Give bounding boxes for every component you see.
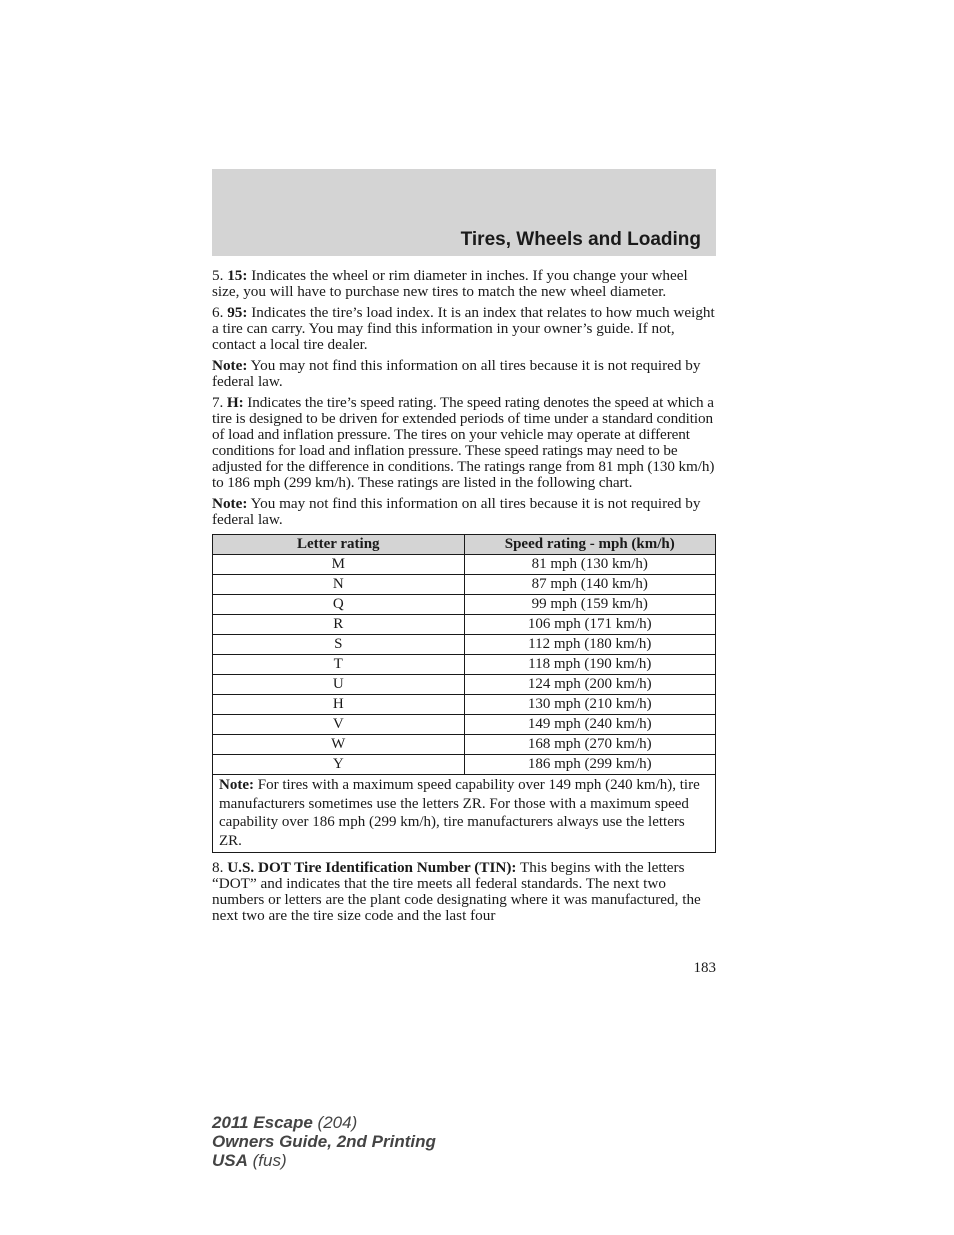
- footer-line-2: [212, 1132, 436, 1151]
- table-row: [213, 755, 716, 775]
- table-note: [213, 775, 716, 853]
- letter-cell: M: [213, 555, 465, 575]
- item-text: Indicates the tire’s speed rating. The speed rating denotes the speed at which a tire is designed to be driven for extended periods of time under a standard condition of load and inflation pressure. The tires on your vehicle may operate at different conditions for load and inflation pressure. These speed ratings may need to be adjusted for the difference in conditions. The ratings range from 81 mph (130 km/h) to 186 mph (299 km/h). These ratings are listed in the following chart.: [212, 394, 715, 491]
- letter-cell: S: [213, 635, 465, 655]
- item-label: H:: [226, 394, 244, 411]
- speed-cell: 106 mph (171 km/h): [464, 615, 716, 635]
- table-row: [213, 735, 716, 755]
- table-row: [213, 655, 716, 675]
- footer-line-3: [212, 1151, 436, 1170]
- note-1: [212, 358, 716, 390]
- speed-cell: 149 mph (240 km/h): [464, 715, 716, 735]
- letter-cell: V: [213, 715, 465, 735]
- item-number: 5.: [212, 267, 228, 284]
- table-row: [213, 595, 716, 615]
- item-8: [212, 860, 716, 924]
- speed-rating-table: [212, 534, 716, 853]
- footer-market-code: (fus): [247, 1151, 287, 1170]
- item-5: [212, 268, 716, 300]
- item-6: [212, 305, 716, 353]
- item-label: U.S. DOT Tire Identification Number (TIN):: [227, 859, 517, 876]
- note-text: For tires with a maximum speed capability over 149 mph (240 km/h), tire manufacturers sometimes use the letters ZR. For those with a maximum speed capability over 186 mph (299 km/h), tire manufacturers always use the letters ZR.: [219, 777, 700, 849]
- speed-cell: 124 mph (200 km/h): [464, 675, 716, 695]
- speed-cell: 99 mph (159 km/h): [464, 595, 716, 615]
- table-row: [213, 615, 716, 635]
- table-row: [213, 575, 716, 595]
- speed-cell: 118 mph (190 km/h): [464, 655, 716, 675]
- item-text: Indicates the wheel or rim diameter in inches. If you change your wheel size, you will have to purchase new tires to match the new wheel diameter.: [212, 267, 688, 300]
- speed-cell: 186 mph (299 km/h): [464, 755, 716, 775]
- letter-cell: Q: [213, 595, 465, 615]
- letter-cell: U: [213, 675, 465, 695]
- note-label: Note:: [212, 495, 248, 512]
- column-header-speed-rating: Speed rating - mph (km/h): [464, 535, 716, 555]
- note-label: Note:: [219, 777, 254, 793]
- footer-model-code: (204): [312, 1113, 358, 1132]
- column-header-letter-rating: Letter rating: [213, 535, 465, 555]
- item-number: 6.: [212, 304, 228, 321]
- note-text: You may not find this information on all tires because it is not required by federal law.: [212, 495, 701, 528]
- item-number: 7.: [212, 394, 227, 411]
- speed-cell: 87 mph (140 km/h): [464, 575, 716, 595]
- footer-printing: Owners Guide, 2nd Printing: [212, 1132, 436, 1151]
- item-7: [212, 395, 716, 491]
- footer-model: 2011 Escape: [212, 1113, 313, 1132]
- section-header-band: [212, 169, 716, 256]
- speed-cell: 112 mph (180 km/h): [464, 635, 716, 655]
- table-row: [213, 675, 716, 695]
- section-title: Tires, Wheels and Loading: [460, 229, 701, 250]
- item-text: Indicates the tire’s load index. It is an index that relates to how much weight a tire can carry. You may find this information in your owner’s guide. If not, contact a local tire dealer.: [212, 304, 715, 353]
- letter-cell: T: [213, 655, 465, 675]
- table-note-row: [213, 775, 716, 853]
- letter-cell: R: [213, 615, 465, 635]
- table-row: [213, 555, 716, 575]
- item-text: This begins with the letters “DOT” and indicates that the tire meets all federal standards. The next two numbers or letters are the plant code designating where it was manufactured, the next two are the tire size code and the last four: [212, 859, 701, 924]
- table-row: [213, 635, 716, 655]
- footer-market: USA: [212, 1151, 248, 1170]
- footer-line-1: [212, 1113, 436, 1132]
- speed-cell: 168 mph (270 km/h): [464, 735, 716, 755]
- note-2: [212, 496, 716, 528]
- table-row: [213, 695, 716, 715]
- letter-cell: H: [213, 695, 465, 715]
- item-label: 15:: [227, 267, 248, 284]
- letter-cell: Y: [213, 755, 465, 775]
- letter-cell: W: [213, 735, 465, 755]
- speed-cell: 81 mph (130 km/h): [464, 555, 716, 575]
- table-header-row: [213, 535, 716, 555]
- table-row: [213, 715, 716, 735]
- main-content: [212, 268, 716, 929]
- footer: [212, 1113, 436, 1170]
- speed-cell: 130 mph (210 km/h): [464, 695, 716, 715]
- note-text: You may not find this information on all tires because it is not required by federal law.: [212, 357, 701, 390]
- item-number: 8.: [212, 859, 228, 876]
- page-number: 183: [693, 960, 716, 976]
- item-label: 95:: [227, 304, 248, 321]
- note-label: Note:: [212, 357, 248, 374]
- letter-cell: N: [213, 575, 465, 595]
